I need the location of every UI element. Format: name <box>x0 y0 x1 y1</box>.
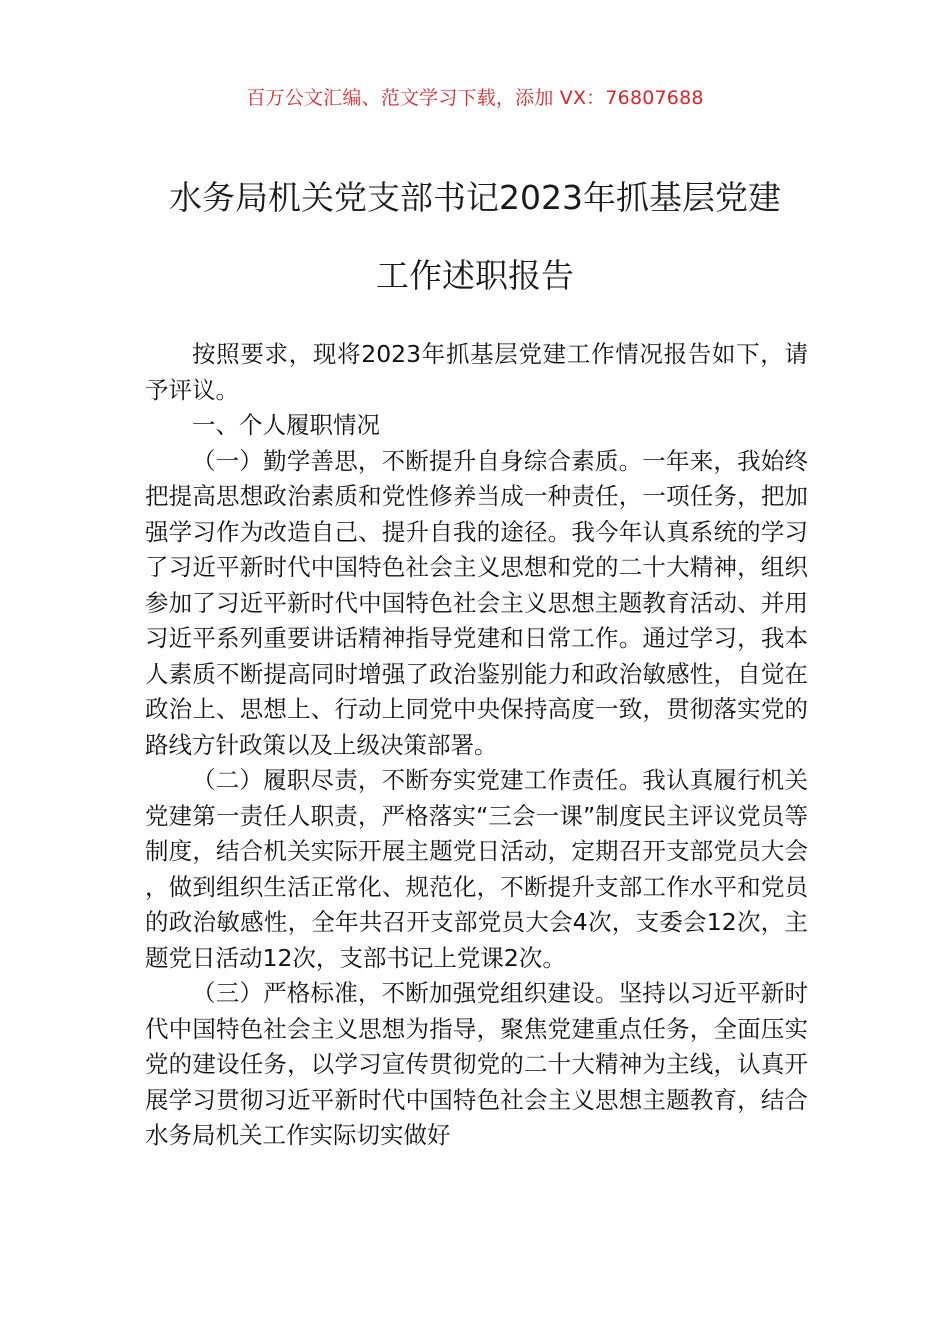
intro-paragraph: 按照要求，现将2023年抓基层党建工作情况报告如下，请予评议。 <box>145 340 808 404</box>
paragraph-duty: （二）履职尽责，不断夯实党建工作责任。我认真履行机关党建第一责任人职责，严格落实“三会一课”制度民主评议党员等制度，结合机关实际开展主题党日活动，定期召开支部党员大会，做到组织生活正常化、规范化，不断提升支部工作水平和党员的政治敏感性，全年共召开支部党员大会4次，支委会12次，主题党日活动12次，支部书记上党课2次。 <box>145 766 808 972</box>
document-body <box>145 337 808 1154</box>
title-line-1: 水务局机关党支部书记2023年抓基层党建 <box>169 178 781 217</box>
title-line-2: 工作述职报告 <box>376 256 574 295</box>
document-title <box>100 176 850 298</box>
paragraph-study: （一）勤学善思，不断提升自身综合素质。一年来，我始终把提高思想政治素质和党性修养当成一种责任，一项任务，把加强学习作为改造自己、提升自我的途径。我今年认真系统的学习了习近平新时代中国特色社会主义思想和党的二十大精神，组织参加了习近平新时代中国特色社会主义思想主题教育活动、并用习近平系列重要讲话精神指导党建和日常工作。通过学习，我本人素质不断提高同时增强了政治鉴别能力和政治敏感性，自觉在政治上、思想上、行动上同党中央保持高度一致，贯彻落实党的路线方针政策以及上级决策部署。 <box>145 446 808 759</box>
paragraph-standards: （三）严格标准，不断加强党组织建设。坚持以习近平新时代中国特色社会主义思想为指导，聚焦党建重点任务，全面压实党的建设任务，以学习宣传贯彻党的二十大精神为主线，认真开展学习贯彻习近平新时代中国特色社会主义思想主题教育，结合水务局机关工作实际切实做好 <box>145 979 808 1149</box>
promo-banner: 百万公文汇编、范文学习下载，添加 VX：76807688 <box>246 87 704 109</box>
section-heading: 一、个人履职情况 <box>192 411 380 439</box>
